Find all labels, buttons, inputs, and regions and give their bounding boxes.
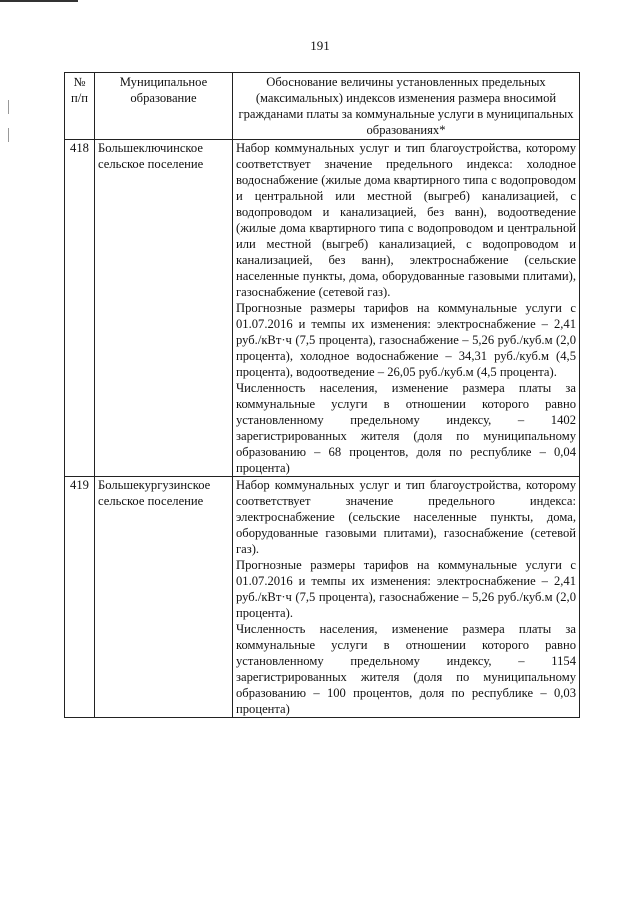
justification-paragraph: Прогнозные размеры тарифов на коммунальные услуги с 01.07.2016 и темпы их изменения: электроснабжение – 2,41 руб./кВт·ч (7,5 процента), газоснабжение – 5,26 руб./куб.м (2,0 процента), холодное водоснабжение – 34,31 руб./куб.м (4,5 процента), водоотведение – 26,05 руб./куб.м (4,5 процента). bbox=[236, 301, 576, 379]
header-justification: Обоснование величины установленных предельных (максимальных) индексов изменения размера вносимой гражданами платы за коммунальные услуги в муниципальных образованиях* bbox=[233, 73, 580, 140]
justification-paragraph: Численность населения, изменение размера платы за коммунальные услуги в отношении которого равно установленному предельному индексу, – 1402 зарегистрированных жителя (доля по муниципальному образованию – 68 процентов, доля по республике – 0,04 процента) bbox=[236, 381, 576, 475]
table-header-row bbox=[65, 73, 580, 140]
margin-mark bbox=[8, 100, 9, 114]
row-justification bbox=[233, 140, 580, 477]
row-municipality: Большеключинское сельское поселение bbox=[95, 140, 233, 477]
table-row bbox=[65, 477, 580, 718]
top-scan-rule bbox=[0, 0, 78, 2]
table-row bbox=[65, 140, 580, 477]
header-municipality: Муниципальное образование bbox=[95, 73, 233, 140]
row-justification bbox=[233, 477, 580, 718]
justification-paragraph: Набор коммунальных услуг и тип благоустройства, которому соответствует значение предельного индекса: электроснабжение (сельские населенные пункты, дома, оборудованные газовыми плитами), газоснабжение (сетевой газ). bbox=[236, 478, 576, 556]
page-number: 191 bbox=[310, 38, 330, 53]
justification-paragraph: Прогнозные размеры тарифов на коммунальные услуги с 01.07.2016 и темпы их изменения: электроснабжение – 2,41 руб./кВт·ч (7,5 процента), газоснабжение – 5,26 руб./куб.м (2,0 процента). bbox=[236, 558, 576, 620]
tariff-table bbox=[64, 72, 580, 718]
row-municipality: Большекургузинское сельское поселение bbox=[95, 477, 233, 718]
margin-mark bbox=[8, 128, 9, 142]
row-number: 418 bbox=[65, 140, 95, 477]
justification-paragraph: Набор коммунальных услуг и тип благоустройства, которому соответствует значение предельного индекса: холодное водоснабжение (жилые дома квартирного типа с водопроводом и центральной или местной (выгреб) канализацией, с водопроводом и канализацией, без ванн), водоотведение (жилые дома квартирного типа с водопроводом и центральной или местной (выгреб) канализацией, с водопроводом и канализацией, без ванн), электроснабжение (сельские населенные пункты, дома, оборудованные газовыми плитами), газоснабжение (сетевой газ). bbox=[236, 141, 576, 299]
row-number: 419 bbox=[65, 477, 95, 718]
justification-paragraph: Численность населения, изменение размера платы за коммунальные услуги в отношении которого равно установленному предельному индексу, – 1154 зарегистрированных жителя (доля по муниципальному образованию – 100 процентов, доля по республике – 0,03 процента) bbox=[236, 622, 576, 716]
header-number: № п/п bbox=[65, 73, 95, 140]
